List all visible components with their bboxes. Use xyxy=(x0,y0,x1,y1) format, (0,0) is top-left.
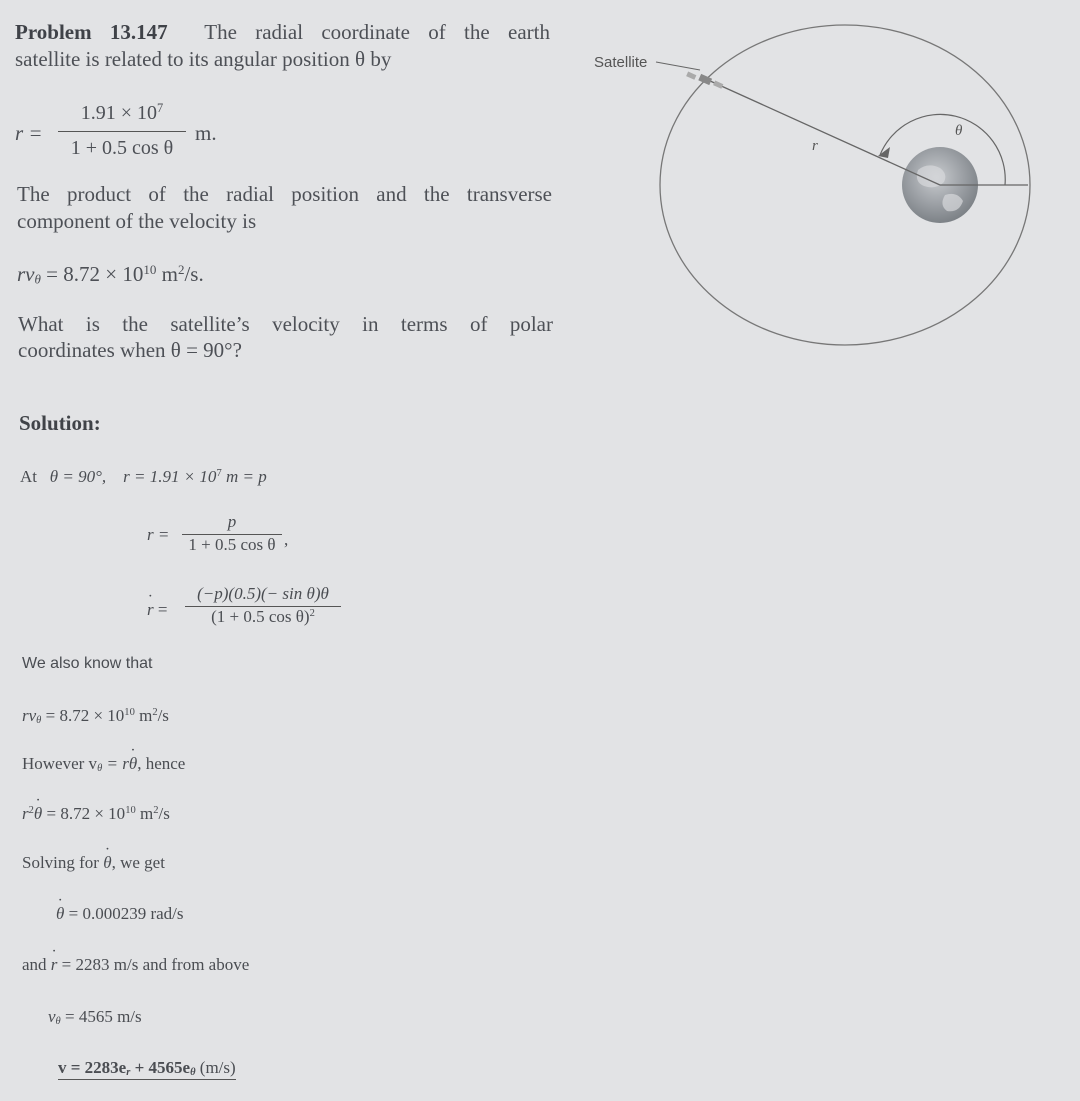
problem-line-2: satellite is related to its angular position θ by xyxy=(15,47,392,71)
fraction-bar xyxy=(58,131,186,132)
orbit-figure xyxy=(560,0,1080,400)
r-equation-lhs: r = xyxy=(15,121,43,145)
sol-r-denominator: 1 + 0.5 cos θ xyxy=(188,535,276,554)
satellite-label: Satellite xyxy=(594,54,648,71)
rdot-result-line: and r ˙ = 2283 m/s and from above xyxy=(22,955,249,975)
sol-rdot-fraction xyxy=(185,584,341,627)
at-line: At θ = 90°, $r = 1.91 \times 10^7$ m = p xyxy=(20,467,267,486)
vtheta-result: $v_\theta = 4565$ m/s xyxy=(48,1007,142,1028)
r-numerator: $1.91 \times 10^7$ xyxy=(80,101,164,124)
problem-line-1 xyxy=(15,19,550,46)
r-label: r xyxy=(812,138,818,154)
sol-r-numerator: p xyxy=(227,512,237,531)
final-velocity-answer: $v = 2283e_r + 4565e_\theta$ (m/s) xyxy=(58,1058,236,1079)
r2-thetadot-equation: $r^2\theta$ ˙ = $8.72 \times 10^{10}$ $m^2/s$ xyxy=(22,804,170,824)
product-line-2: component of the velocity is xyxy=(17,209,257,233)
also-know-line: We also know that xyxy=(22,655,153,672)
sol-r-comma: , xyxy=(284,530,289,549)
sol-rv-equation: $rv_\theta = 8.72 \times 10^{10}$ $m^2/s$ xyxy=(22,706,169,727)
question-line-2: coordinates when θ = 90°? xyxy=(18,338,242,362)
sol-rdot-lhs: r ˙ = xyxy=(147,600,167,620)
sol-r-fraction xyxy=(182,512,282,555)
r-equation-fraction xyxy=(58,100,186,162)
radial-line-r xyxy=(708,80,940,185)
sol-r-lhs: r = xyxy=(147,525,170,544)
sol-rdot-numerator: (−p)(0.5)(− sin θ)θ xyxy=(197,584,329,603)
rv-equation: $rv_\theta = 8.72 \times 10^{10}$ $m^2/s$. xyxy=(17,261,204,287)
question-line-1: What is the satellite’s velocity in terms of polar xyxy=(18,312,553,336)
product-line-1: The product of the radial position and the transverse xyxy=(17,182,552,206)
solution-heading: Solution: xyxy=(19,411,101,435)
r-denominator: 1 + 0.5 cos θ xyxy=(70,137,174,159)
theta-arrowhead-icon xyxy=(878,147,890,158)
sol-rdot-denominator: (1 + 0.5 cos θ)$^2$ xyxy=(211,607,315,626)
problem-label: Problem 13.147 xyxy=(15,20,168,44)
satellite-leader-line xyxy=(656,62,700,70)
r-unit: m. xyxy=(195,121,217,145)
theta-label: θ xyxy=(955,123,963,139)
however-line: However $v_\theta = r\theta$ ˙, hence xyxy=(22,754,185,774)
satellite-icon xyxy=(686,72,723,89)
problem-line-1-text: The radial coordinate of the earth xyxy=(204,20,550,44)
thetadot-result: θ ˙ = 0.000239 rad/s xyxy=(56,904,184,924)
solving-line: Solving for θ ˙, we get xyxy=(22,853,165,873)
